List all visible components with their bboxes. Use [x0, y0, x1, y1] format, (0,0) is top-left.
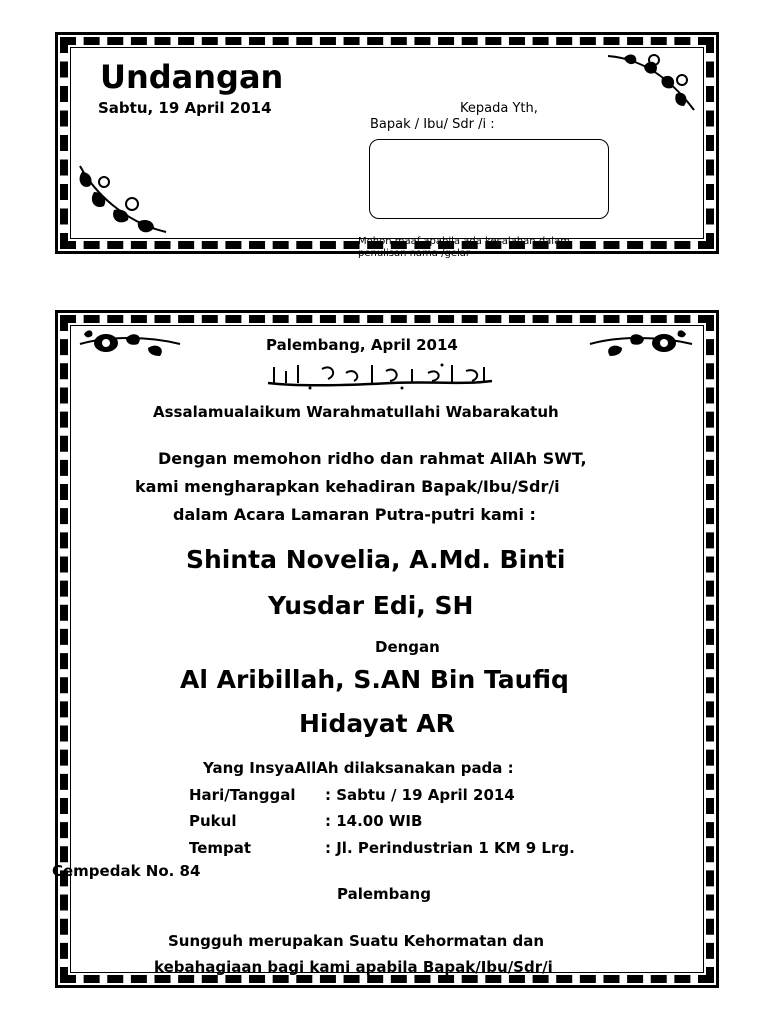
floral-ornament-icon — [604, 50, 700, 116]
envelope-date: Sabtu, 19 April 2014 — [98, 99, 272, 117]
city: Palembang — [337, 885, 431, 903]
note-line-1: Mohon maaf apabila ada kesalahan dalam — [358, 236, 570, 247]
intro-line-1: Dengan memohon ridho dan rahmat AllAh SWT, — [158, 449, 587, 468]
detail-value-time: : 14.00 WIB — [325, 812, 423, 830]
detail-value-date: : Sabtu / 19 April 2014 — [325, 786, 515, 804]
recipient-label: Bapak / Ibu/ Sdr /i : — [370, 117, 495, 132]
bride-name-line-2: Yusdar Edi, SH — [268, 591, 474, 620]
greeting: Assalamualaikum Warahmatullahi Wabarakatuh — [153, 403, 559, 421]
to-label: Kepada Yth, — [460, 101, 538, 116]
bride-name-line-1: Shinta Novelia, A.Md. Binti — [186, 545, 566, 574]
closing-line-2: kebahagiaan bagi kami apabila Bapak/Ibu/Sdr/i — [154, 958, 553, 976]
floral-ornament-icon — [74, 162, 170, 238]
recipient-name-box — [369, 139, 609, 219]
detail-label-time: Pukul — [189, 812, 237, 830]
floral-ornament-icon — [588, 326, 694, 360]
floral-ornament-icon — [78, 326, 182, 360]
place-date: Palembang, April 2014 — [266, 336, 458, 354]
intro-line-3: dalam Acara Lamaran Putra-putri kami : — [173, 505, 536, 524]
with-label: Dengan — [375, 638, 440, 656]
groom-name-line-2: Hidayat AR — [299, 709, 455, 738]
address-continuation: Cempedak No. 84 — [52, 862, 201, 880]
closing-line-1: Sungguh merupakan Suatu Kehormatan dan — [168, 932, 545, 950]
note-line-2: penulisan nama /gelar — [358, 248, 470, 259]
detail-label-date: Hari/Tanggal — [189, 786, 296, 804]
detail-label-place: Tempat — [189, 839, 252, 857]
intro-line-2: kami mengharapkan kehadiran Bapak/Ibu/Sdr/i — [135, 477, 560, 496]
envelope-title: Undangan — [100, 58, 284, 96]
bismillah-calligraphy-icon — [262, 361, 498, 391]
detail-value-place: : Jl. Perindustrian 1 KM 9 Lrg. — [325, 839, 575, 857]
held-on-label: Yang InsyaAllAh dilaksanakan pada : — [203, 759, 514, 777]
groom-name-line-1: Al Aribillah, S.AN Bin Taufiq — [180, 665, 569, 694]
